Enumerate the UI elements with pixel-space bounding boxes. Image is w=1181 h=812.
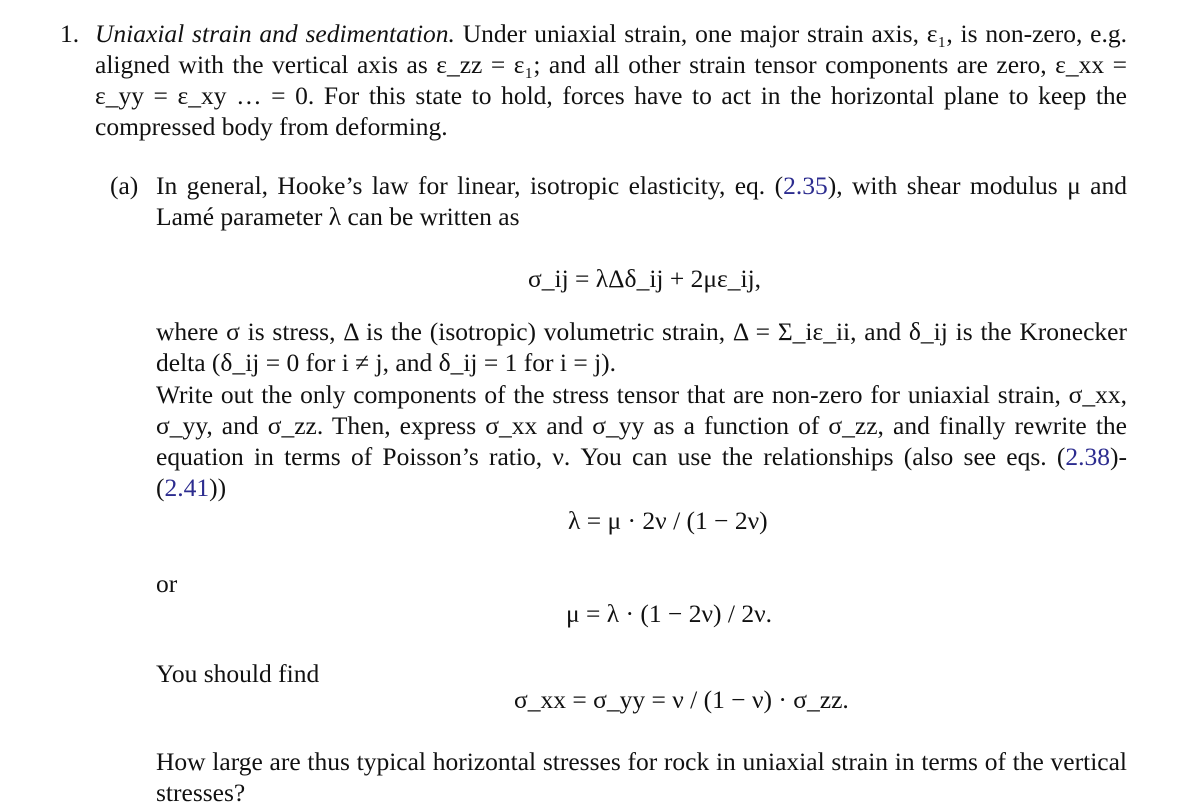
part-a-label: (a)	[110, 171, 139, 200]
problem-intro-text: Under uniaxial strain, one major strain axis, ε₁, is non-zero, e.g. aligned with the vertical axis as ε_zz = ε₁; and all other strain tensor components are zero, ε_xx = ε_yy = ε_xy … = 0. For this state to hold, forces have to act in the horizontal plane to keep the compressed body from deforming.	[95, 19, 1128, 141]
eq-ref-2-41[interactable]: 2.41	[164, 473, 210, 502]
part-a-task-text-1: Write out the only components of the stress tensor that are non-zero for uniaxial strain, σ_xx, σ_yy, and σ_zz. Then, express σ_xx and σ_yy as a function of σ_zz, and finally rewrite the equation in terms of Poisson’s ratio, ν. You can use the relationships (also see eqs.	[156, 380, 1127, 471]
eq-ref-2-35[interactable]: 2.35	[783, 171, 828, 200]
part-a-task: Write out the only components of the stress tensor that are non-zero for uniaxial strain, σ_xx, σ_yy, and σ_zz. Then, express σ_xx and σ_yy as a function of σ_zz, and finally rewrite the equation in terms of Poisson’s ratio, ν. You can use the relationships (also see eqs. (2.38)-(2.41))	[156, 380, 1127, 502]
part-a-intro-text-2: ), with shear modulus μ and Lamé parameter λ can be written as	[156, 171, 1127, 231]
equation-mu: μ = λ · (1 − 2ν) / 2ν.	[566, 599, 773, 628]
find-text: You should find	[156, 659, 320, 688]
problem-title: Uniaxial strain and sedimentation.	[95, 19, 455, 48]
part-a-question: How large are thus typical horizontal stresses for rock in uniaxial strain in terms of the vertical stresses?	[156, 747, 1127, 807]
eq-ref-2-38[interactable]: 2.38	[1065, 442, 1111, 471]
problem-intro	[95, 18, 1127, 142]
problem-number: 1.	[60, 19, 80, 48]
part-a-intro-text-1: In general, Hooke’s law for linear, isotropic elasticity, eq.	[156, 171, 766, 200]
part-a-where: where σ is stress, Δ is the (isotropic) volumetric strain, Δ = Σ_iε_ii, and δ_ij is the Kronecker delta (δ_ij = 0 for i ≠ j, and δ_ij = 1 for i = j).	[156, 317, 1127, 377]
equation-lambda: λ = μ · 2ν / (1 − 2ν)	[568, 506, 768, 535]
part-a-task-text-2: ))	[209, 473, 227, 502]
equation-hookes-law: σ_ij = λΔδ_ij + 2με_ij,	[528, 264, 762, 293]
or-text: or	[156, 569, 178, 598]
equation-result: σ_xx = σ_yy = ν / (1 − ν) · σ_zz.	[514, 685, 849, 714]
part-a-intro: In general, Hooke’s law for linear, isotropic elasticity, eq. (2.35), with shear modulus μ and Lamé parameter λ can be written as	[156, 171, 1127, 231]
